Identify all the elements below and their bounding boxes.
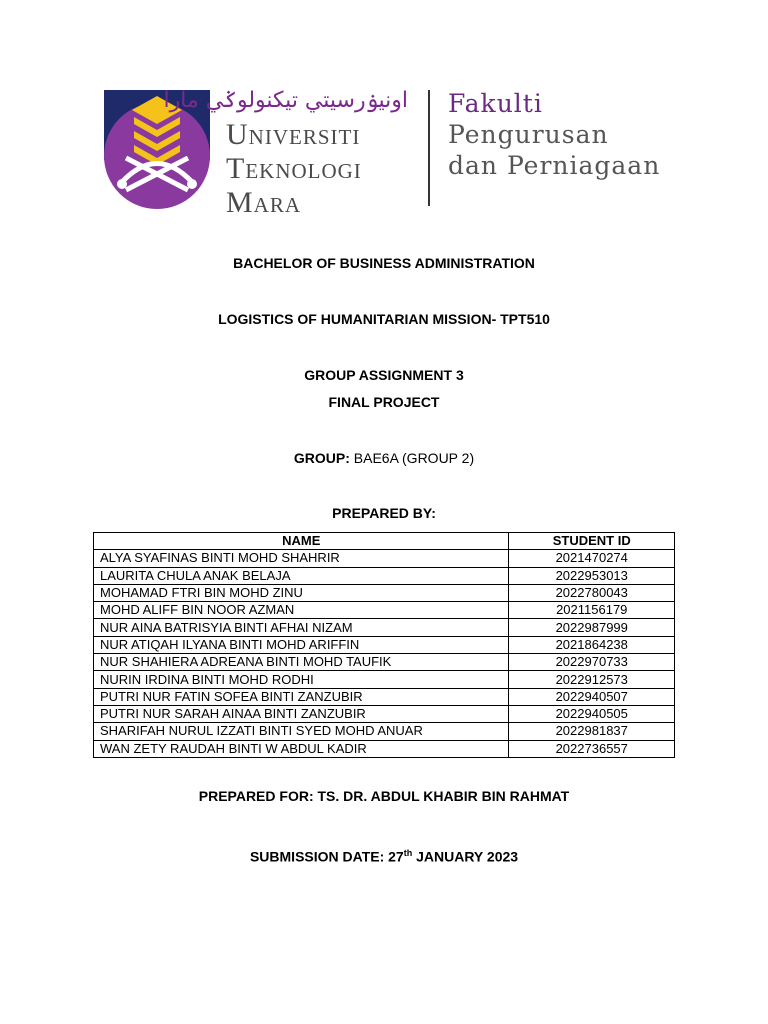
project-title: FINAL PROJECT [328, 394, 440, 410]
table-row [94, 584, 675, 601]
course-title: LOGISTICS OF HUMANITARIAN MISSION- TPT510 [218, 311, 550, 327]
table-row [94, 602, 675, 619]
submission-date-suffix: JANUARY 2023 [412, 848, 519, 865]
assignment-title: GROUP ASSIGNMENT 3 [304, 367, 464, 383]
faculty-name: Fakulti Pengurusan dan Perniagaan [448, 89, 661, 180]
group-label: GROUP: [293, 450, 350, 466]
university-jawi-name: اونيۏرسيتي تيکنولوݢي مارا [163, 88, 408, 113]
table-row [94, 740, 675, 757]
student-name: LAURITA CHULA ANAK BELAJA [94, 567, 509, 584]
group-value: BAE6A (GROUP 2) [353, 450, 475, 466]
table-row [94, 636, 675, 653]
submission-date-line [0, 844, 768, 866]
student-roster-table [93, 532, 675, 758]
student-name: SHARIFAH NURUL IZZATI BINTI SYED MOHD ANUAR [94, 723, 509, 740]
student-name: NURIN IRDINA BINTI MOHD RODHI [94, 671, 509, 688]
student-id: 2022736557 [509, 740, 675, 757]
student-id: 2022987999 [509, 619, 675, 636]
submission-date-ordinal: th [403, 848, 413, 858]
table-row [94, 688, 675, 705]
student-name: PUTRI NUR SARAH AINAA BINTI ZANZUBIR [94, 705, 509, 722]
table-row [94, 567, 675, 584]
student-id: 2022912573 [509, 671, 675, 688]
student-id: 2022940505 [509, 705, 675, 722]
university-name: Universiti Teknologi Mara [226, 118, 362, 219]
table-row [94, 654, 675, 671]
student-name: NUR ATIQAH ILYANA BINTI MOHD ARIFFIN [94, 636, 509, 653]
prepared-by-heading: PREPARED BY: [332, 505, 436, 521]
document-header [0, 0, 768, 230]
student-id: 2022953013 [509, 567, 675, 584]
table-header-row [94, 533, 675, 550]
student-id: 2022981837 [509, 723, 675, 740]
table-row [94, 705, 675, 722]
student-id: 2022780043 [509, 584, 675, 601]
group-line [0, 449, 768, 467]
table-row [94, 723, 675, 740]
header-divider [428, 90, 430, 206]
student-id: 2021864238 [509, 636, 675, 653]
student-name: NUR SHAHIERA ADREANA BINTI MOHD TAUFIK [94, 654, 509, 671]
student-name: PUTRI NUR FATIN SOFEA BINTI ZANZUBIR [94, 688, 509, 705]
student-name: NUR AINA BATRISYIA BINTI AFHAI NIZAM [94, 619, 509, 636]
table-row [94, 550, 675, 567]
program-title: BACHELOR OF BUSINESS ADMINISTRATION [233, 255, 535, 271]
table-row [94, 619, 675, 636]
student-id-column-header: STUDENT ID [509, 533, 675, 550]
student-id: 2021470274 [509, 550, 675, 567]
table-row [94, 671, 675, 688]
student-name: ALYA SYAFINAS BINTI MOHD SHAHRIR [94, 550, 509, 567]
student-id: 2021156179 [509, 602, 675, 619]
student-name: MOHD ALIFF BIN NOOR AZMAN [94, 602, 509, 619]
student-name: MOHAMAD FTRI BIN MOHD ZINU [94, 584, 509, 601]
prepared-for-line: PREPARED FOR: TS. DR. ABDUL KHABIR BIN RAHMAT [198, 788, 570, 804]
student-id: 2022940507 [509, 688, 675, 705]
submission-date-prefix: SUBMISSION DATE: 27 [249, 848, 404, 865]
student-name: WAN ZETY RAUDAH BINTI W ABDUL KADIR [94, 740, 509, 757]
name-column-header: NAME [94, 533, 509, 550]
student-id: 2022970733 [509, 654, 675, 671]
